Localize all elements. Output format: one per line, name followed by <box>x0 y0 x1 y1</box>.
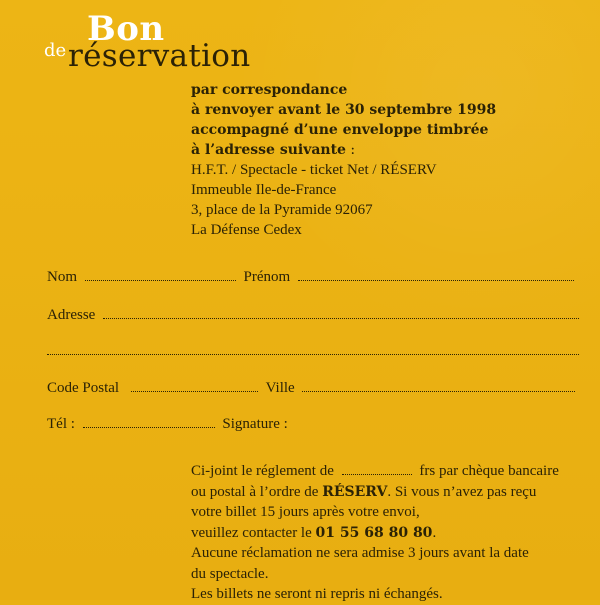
payment-terms-block <box>191 461 591 605</box>
footer-line-1 <box>191 461 591 482</box>
adresse-label: Adresse <box>47 307 96 323</box>
code-postal-field[interactable] <box>131 378 258 392</box>
footer-line-2-suffix: . Si vous n’avez pas reçu <box>387 483 537 500</box>
footer-line-6: du spectacle. <box>191 565 269 582</box>
adresse-field-1[interactable] <box>103 305 579 319</box>
form-row-postal-city <box>47 378 579 397</box>
footer-line-3: votre billet 15 jours après votre envoi, <box>191 504 420 520</box>
footer-line-4 <box>191 523 591 544</box>
title-bon: Bon <box>87 9 165 49</box>
prenom-field[interactable] <box>298 267 574 281</box>
footer-line-2 <box>191 482 591 503</box>
contact-phone: 01 55 68 80 80 <box>315 524 433 541</box>
intro-line-4-text: à l’adresse suivante <box>191 142 346 158</box>
payee-name: RÉSERV <box>322 483 388 500</box>
tel-label: Tél : <box>47 416 75 432</box>
title-reservation: réservation <box>68 38 251 74</box>
nom-field[interactable] <box>85 267 236 281</box>
ville-field[interactable] <box>302 378 575 392</box>
address-line-2: Immeuble Ile-de-France <box>191 182 337 198</box>
amount-field[interactable] <box>342 461 412 475</box>
address-line-3: 3, place de la Pyramide 92067 <box>191 202 373 218</box>
prenom-label: Prénom <box>243 269 291 285</box>
intro-line-1: par correspondance <box>191 82 348 98</box>
form-row-phone-signature <box>47 414 288 433</box>
intro-line-4-colon: : <box>345 142 356 158</box>
form-row-name <box>47 267 578 286</box>
title-de: de <box>44 40 67 61</box>
code-postal-label: Code Postal <box>47 380 120 396</box>
form-row-address-2 <box>47 341 583 360</box>
nom-label: Nom <box>47 269 77 285</box>
intro-line-3: accompagné d’une enveloppe timbrée <box>191 122 489 138</box>
adresse-field-2[interactable] <box>47 341 579 355</box>
signature-label: Signature : <box>222 416 288 432</box>
footer-line-4-suffix: . <box>432 524 437 541</box>
footer-line-5: Aucune réclamation ne sera admise 3 jours avant la date <box>191 545 529 561</box>
instructions-block <box>191 80 531 240</box>
footer-line-2-prefix: ou postal à l’ordre de <box>191 483 319 500</box>
address-line-4: La Défense Cedex <box>191 222 302 238</box>
footer-line-1-suffix: frs par chèque bancaire <box>419 463 559 479</box>
address-line-1: H.F.T. / Spectacle - ticket Net / RÉSERV <box>191 162 437 178</box>
footer-line-4-prefix: veuillez contacter le <box>191 524 312 541</box>
form-row-address <box>47 305 583 324</box>
footer-line-1-prefix: Ci-joint le réglement de <box>191 463 334 479</box>
intro-line-4 <box>191 140 531 160</box>
tel-field[interactable] <box>83 414 215 428</box>
footer-line-7: Les billets ne seront ni repris ni échangés. <box>191 586 443 602</box>
ville-label: Ville <box>265 380 295 396</box>
intro-line-2: à renvoyer avant le 30 septembre 1998 <box>191 102 497 118</box>
